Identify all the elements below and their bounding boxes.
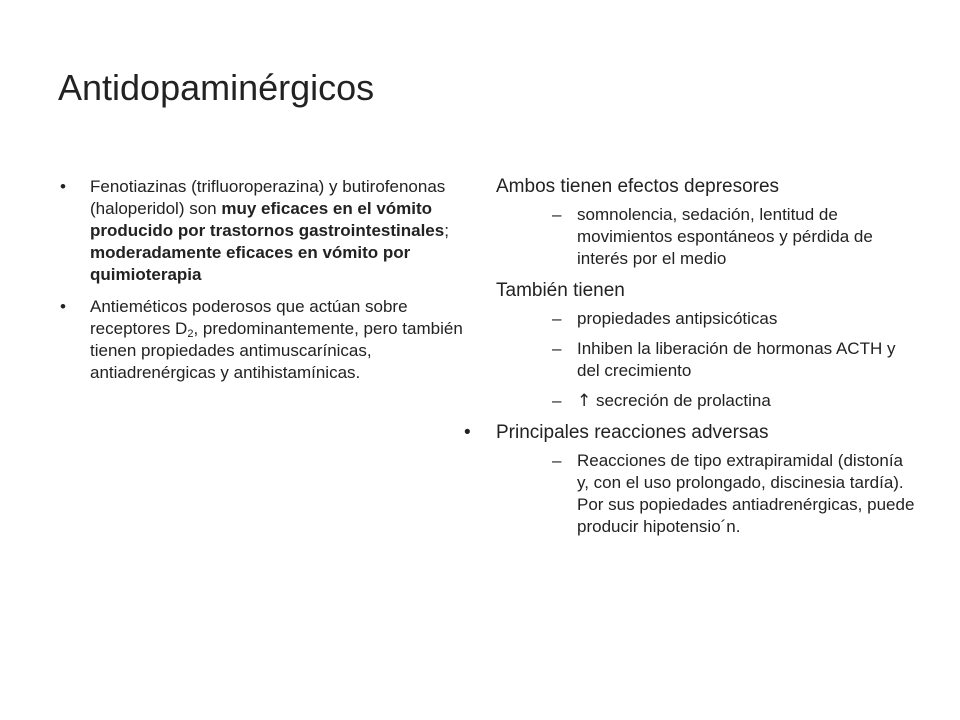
bullet-marker: • bbox=[464, 422, 471, 443]
bullet-bold-text: moderadamente eficaces en vómito por quimioterapia bbox=[90, 243, 411, 284]
arrow-up-icon: ↑ bbox=[577, 391, 592, 411]
subscript-text: 2 bbox=[187, 328, 194, 340]
left-bullet-d2-receptors bbox=[58, 296, 468, 384]
dash-marker: – bbox=[552, 391, 562, 410]
sub-item-text: propiedades antipsicóticas bbox=[577, 309, 778, 328]
sub-item-text: Reacciones de tipo extrapiramidal (distonía y, con el uso prolongado, discinesia tardía). Por sus popiedades antiadrenérgicas, puede producir hipotensio´n. bbox=[577, 451, 915, 536]
heading-also-have: También tienen bbox=[496, 280, 625, 301]
bullet-text: , predominantemente, pero también tienen propiedades antimuscarínicas, antiadrenérgicas y antihistamínicas. bbox=[90, 319, 463, 382]
sub-item-extrapyramidal bbox=[496, 450, 916, 538]
bullet-bold-text: muy eficaces en el vómito producido por trastornos gastrointestinales bbox=[90, 199, 445, 240]
dash-marker: – bbox=[552, 451, 562, 470]
heading-depressant-effects: Ambos tienen efectos depresores bbox=[496, 176, 780, 197]
heading-adverse-reactions bbox=[458, 420, 916, 446]
bullet-text: Fenotiazinas (trifluoroperazina) y butirofenonas (haloperidol) son bbox=[90, 177, 446, 218]
sub-item-text: somnolencia, sedación, lentitud de movimientos espontáneos y pérdida de interés por el medio bbox=[577, 205, 873, 268]
sub-item-antipsychotic bbox=[496, 308, 916, 330]
slide-title: Antidopaminérgicos bbox=[58, 67, 375, 108]
sub-item-hormone-inhibition bbox=[496, 338, 916, 382]
bullet-text: Antieméticos poderosos que actúan sobre receptores D bbox=[90, 297, 408, 338]
sub-item-text: Inhiben la liberación de hormonas ACTH y del crecimiento bbox=[577, 339, 896, 380]
sub-item-text: secreción de prolactina bbox=[591, 391, 771, 410]
left-column bbox=[58, 176, 468, 394]
sub-item-prolactin bbox=[496, 390, 916, 412]
heading-text: Principales reacciones adversas bbox=[496, 422, 769, 443]
bullet-text: ; bbox=[444, 221, 449, 240]
sub-item-depressant-effects bbox=[496, 204, 916, 270]
dash-marker: – bbox=[552, 339, 562, 358]
dash-marker: – bbox=[552, 309, 562, 328]
right-column bbox=[464, 172, 916, 546]
bullet-marker: • bbox=[60, 297, 66, 316]
dash-marker: – bbox=[552, 205, 562, 224]
left-bullet-antiemetic-efficacy bbox=[58, 176, 468, 286]
bullet-marker: • bbox=[60, 177, 66, 196]
